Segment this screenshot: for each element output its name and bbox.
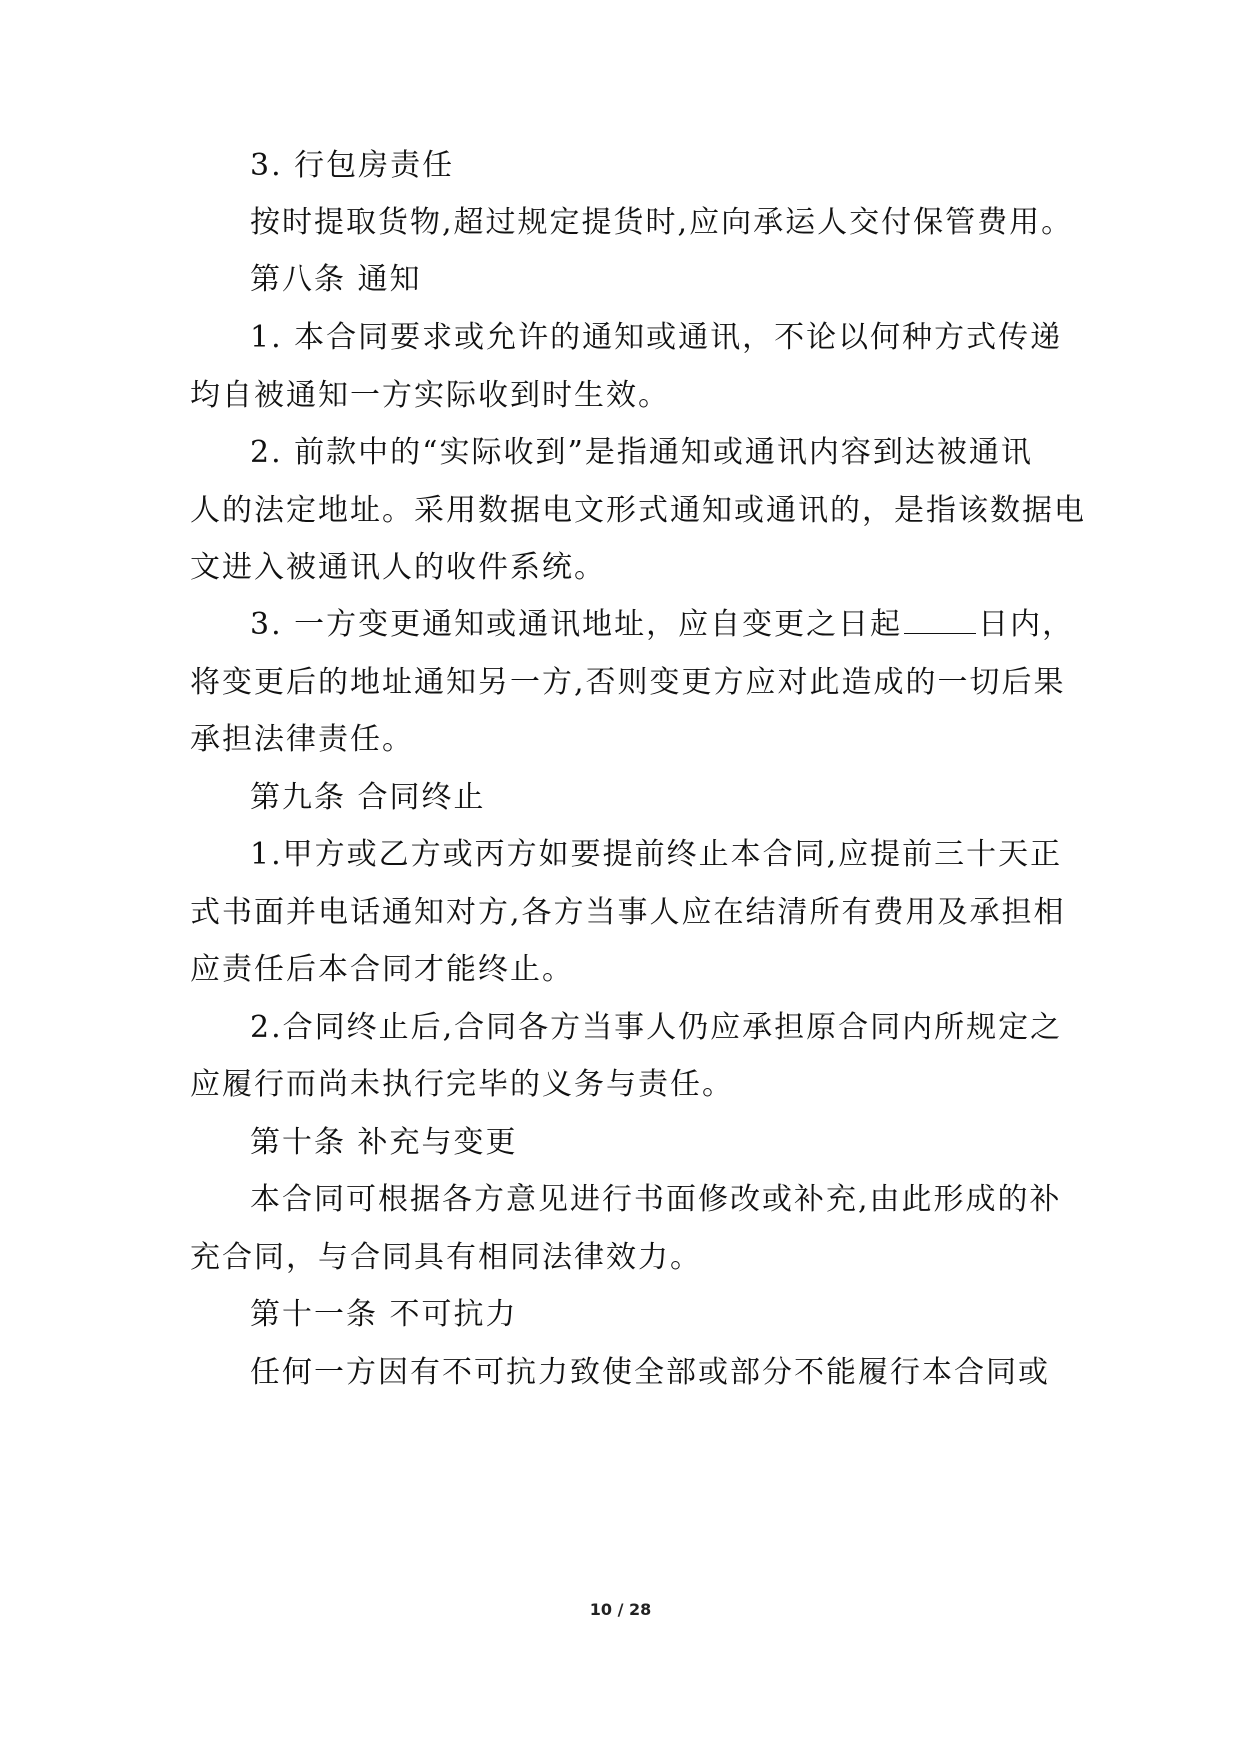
paragraph-line: 人的法定地址。采用数据电文形式通知或通讯的，是指该数据电 [190, 493, 1086, 528]
page-number: 10 / 28 [589, 1600, 652, 1619]
paragraph-line: 文进入被通讯人的收件系统。 [190, 550, 606, 585]
paragraph-line: 2.合同终止后,合同各方当事人仍应承担原合同内所规定之 [250, 1010, 1063, 1045]
paragraph-line-with-blank [250, 605, 1074, 645]
paragraph-line: 1. 本合同要求或允许的通知或通讯，不论以何种方式传递 [250, 320, 1063, 355]
paragraph-line: 式书面并电话通知对方,各方当事人应在结清所有费用及承担相 [190, 895, 1066, 930]
paragraph-line: 1.甲方或乙方或丙方如要提前终止本合同,应提前三十天正 [250, 837, 1063, 872]
paragraph-text: 日内， [978, 607, 1075, 642]
fill-in-blank[interactable] [904, 607, 976, 634]
paragraph-text: 3. 一方变更通知或通讯地址，应自变更之日起 [250, 607, 903, 642]
article-10-heading: 第十条 补充与变更 [250, 1125, 518, 1160]
paragraph-line: 充合同，与合同具有相同法律效力。 [190, 1240, 702, 1275]
paragraph-line: 按时提取货物,超过规定提货时,应向承运人交付保管费用。 [250, 205, 1074, 240]
paragraph-line: 任何一方因有不可抗力致使全部或部分不能履行本合同或 [250, 1355, 1050, 1390]
paragraph-line: 将变更后的地址通知另一方,否则变更方应对此造成的一切后果 [190, 665, 1066, 700]
paragraph-line: 本合同可根据各方意见进行书面修改或补充,由此形成的补 [250, 1182, 1062, 1217]
paragraph-line: 2. 前款中的“实际收到”是指通知或通讯内容到达被通讯 [250, 435, 1033, 470]
paragraph-line: 应责任后本合同才能终止。 [190, 952, 574, 987]
paragraph-line: 承担法律责任。 [190, 722, 414, 757]
article-8-heading: 第八条 通知 [250, 262, 422, 297]
paragraph-line: 均自被通知一方实际收到时生效。 [190, 378, 670, 413]
article-11-heading: 第十一条 不可抗力 [250, 1297, 518, 1332]
heading-item-3-baggage-room: 3. 行包房责任 [250, 148, 455, 183]
article-9-heading: 第九条 合同终止 [250, 780, 486, 815]
paragraph-line: 应履行而尚未执行完毕的义务与责任。 [190, 1067, 734, 1102]
